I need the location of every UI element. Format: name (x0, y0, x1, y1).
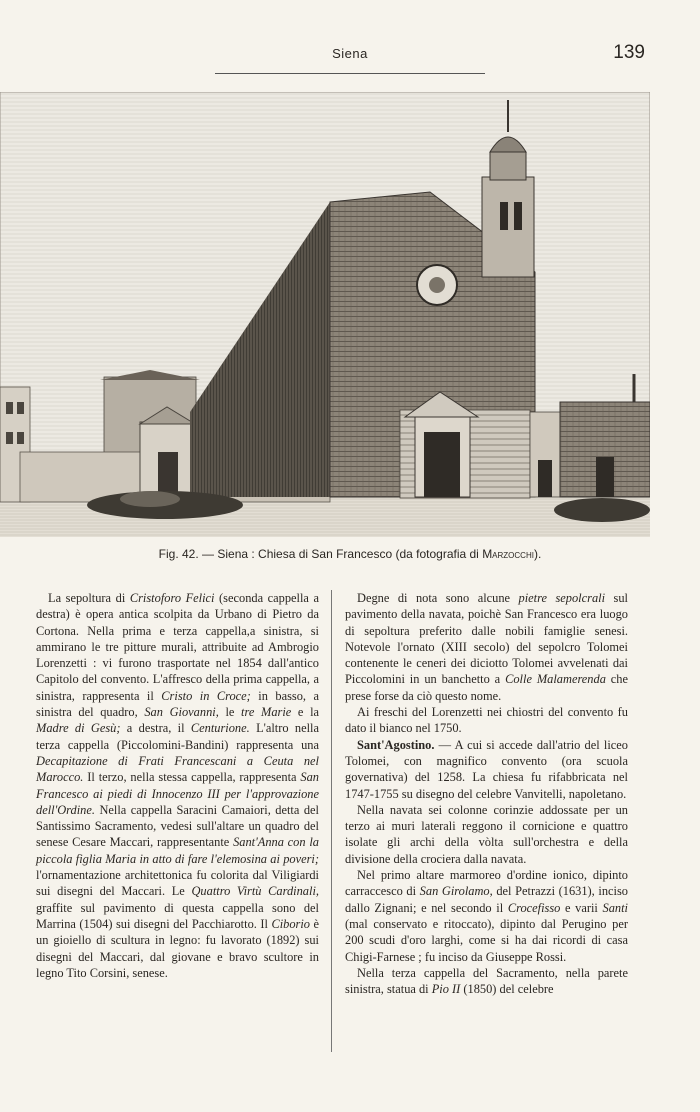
page-header (0, 40, 700, 74)
figure-caption (0, 547, 700, 561)
italic-text: pietre sepolcrali (518, 591, 606, 605)
text: — A cui si accede dall'atrio del liceo Tolomei, con magnifico convento (ora scuola governativa) del 1258. La chiesa fu rifabbricata nel 1747-1755 su disegno del celebre Vanvitelli, napoletano. (345, 737, 628, 801)
text: (1850) del celebre (460, 982, 554, 997)
italic-text: San Giovanni, (144, 705, 219, 720)
italic-text: Sant'Anna con la piccola figlia Maria in atto di fare l'elemosina ai poveri; (36, 835, 319, 866)
caption-suffix: ). (533, 547, 542, 561)
text: La sepoltura di (48, 591, 130, 605)
right-column (345, 590, 628, 997)
text: (mal conservato e ritoccato), dipinto dal Perugino per 200 scudi d'oro larghi, come si ha dai ricordi di casa Chigi-Farnese ; fu inciso da Giuseppe Rossi. (345, 916, 628, 964)
italic-text: Centurione. (190, 721, 250, 736)
italic-text: tre Marie (241, 705, 292, 720)
text: a destra, il (120, 721, 191, 736)
text: L'altro nella terza cappella (Piccolomini-Bandini) rappresenta una (36, 721, 319, 752)
text: e la (291, 705, 320, 720)
text: l'ornamentazione architettonica fu colorita dal Viligiardi sui disegni del Maccari. Le (36, 868, 319, 899)
italic-text: Colle Malamerenda (505, 672, 606, 687)
text: le (218, 705, 242, 720)
text: sul pavimento della navata, poichè San Francesco era luogo di sepoltura preferito dalle nobili famiglie senesi. Notevole l'ornato (XIII secolo) del sepolcro Tolomei contenente le ceneri dei diciotto Tolomei avvelenati dai Piccolomini in un banchetto a (345, 591, 628, 687)
header-rule (215, 73, 485, 74)
column-divider (331, 590, 332, 1052)
caption-author: Marzocchi (482, 547, 534, 561)
italic-text: Madre di Gesù; (36, 721, 121, 736)
text: Nella terza cappella del Sacramento, nella parete sinistra, statua di (345, 965, 628, 997)
church-engraving-icon (0, 92, 650, 537)
text: è un gioiello di scultura in legno: fu lavorato (1892) sui disegni del Maccari, dal giovane e bravo scultore in legno Tito Corsini, senese. (36, 916, 319, 980)
running-head: Siena (332, 46, 368, 61)
italic-text: Decapitazione di Frati Francescani a Ceuta nel Marocco. (36, 753, 319, 785)
page-number: 139 (613, 42, 645, 63)
italic-text: Cristoforo Felici (129, 591, 215, 605)
section-heading: Sant'Agostino. (357, 737, 435, 752)
caption-text: Fig. 42. — Siena : Chiesa di San Francesco (da fotografia di (158, 547, 479, 561)
text: graffite sul pavimento di questa cappella sono del Marrina (1504) sui disegni del Pacchiarotto. Il (36, 900, 319, 931)
church-illustration (0, 92, 650, 537)
text: in basso, a sinistra del quadro, (36, 688, 319, 720)
italic-text: Santi (602, 900, 629, 915)
left-column (36, 590, 319, 981)
paragraph (36, 590, 319, 981)
text: Nella cappella Saracini Camaiori, detta del Santissimo Sacramento, vedesi sull'altare un quadro del senese Cesare Maccari, rappresentante (36, 802, 319, 850)
italic-text: Crocefisso (507, 900, 561, 915)
paragraph (345, 737, 628, 802)
paragraph: Nella navata sei colonne corinzie addossate per un terzo ai muri laterali reggono il cornicione e quattro isolate gli archi della vòlta sull'orchestra e della divisione della crociera dalla navata. (345, 802, 628, 866)
paragraph (345, 965, 628, 998)
italic-text: Cristo in Croce; (161, 688, 251, 703)
italic-text: Ciborio (271, 916, 310, 931)
text: che prese forse da ciò questo nome. (345, 672, 628, 703)
text: (seconda cappella a destra) è opera antica scolpita da Urbano di Pietro da Cortona. Nella prima e terza cappella,a sinistra, si ammirano le tre pitture murali, attribuite ad Ambrogio Lorenzetti : vi furono trasportate nel 1854 dall'antico Capitolo del convento. L'affresco della prima cappella, a sinistra, rappresenta il (36, 591, 319, 703)
paragraph (345, 590, 628, 704)
paragraph: Ai freschi del Lorenzetti nei chiostri del convento fu dato il bianco nel 1750. (345, 705, 628, 736)
italic-text: Quattro Virtù Cardinali, (191, 884, 319, 899)
italic-text: San Francesco ai piedi di Innocenzo III per l'approvazione dell'Ordine. (36, 770, 319, 817)
text: Il terzo, nella stessa cappella, rappresenta (83, 770, 301, 785)
italic-text: San Girolamo, (419, 884, 493, 899)
paragraph (345, 867, 628, 965)
text: del Petrazzi (1631), inciso dallo Zignani; e nel secondo il (345, 884, 628, 915)
text: Degne di nota sono alcune (357, 591, 519, 605)
text: Nel primo altare marmoreo d'ordine ionico, dipinto carraccesco di (345, 868, 628, 899)
text: e varii (560, 900, 603, 915)
italic-text: Pio II (431, 982, 461, 997)
